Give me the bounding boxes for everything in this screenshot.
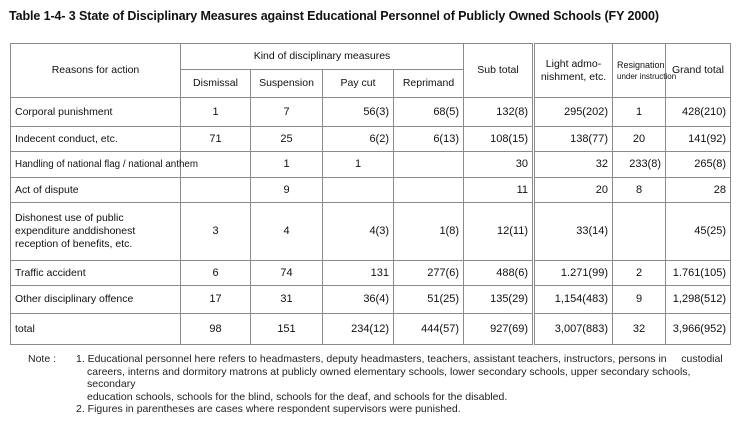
cell-sub-total: 135(29) <box>464 286 534 313</box>
note-line-2: careers, interns and dormitory matrons at publicly owned elementary schools, lower secondary schools, upper secondary schools, secondary <box>87 365 691 391</box>
cell-grand-total: 1.761(105) <box>666 261 731 286</box>
table-title: Table 1-4- 3 State of Disciplinary Measures against Educational Personnel of Publicly Owned Schools (FY 2000) <box>9 9 659 23</box>
header-light-admonishment <box>534 44 613 98</box>
cell-pay-cut: 56(3) <box>323 98 394 127</box>
row-reason: Corporal punishment <box>11 98 181 127</box>
header-reprimand: Reprimand <box>394 70 464 98</box>
header-reasons: Reasons for action <box>11 44 181 98</box>
cell-grand-total: 28 <box>666 177 731 202</box>
cell-grand-total: 265(8) <box>666 152 731 177</box>
cell-resignation: 233(8) <box>613 152 666 177</box>
header-resignation <box>613 44 677 98</box>
cell-sub-total: 108(15) <box>464 127 534 152</box>
table-row <box>11 286 731 313</box>
header-light-line1: Light admo- <box>545 57 602 70</box>
table-row <box>11 152 731 177</box>
header-resign-line2: under instruction <box>617 71 677 81</box>
cell-dismissal <box>181 177 251 202</box>
cell-sub-total: 132(8) <box>464 98 534 127</box>
cell-sub-total: 12(11) <box>464 202 534 261</box>
cell-grand-total: 141(92) <box>666 127 731 152</box>
cell-light: 295(202) <box>534 98 613 127</box>
table-row <box>11 127 731 152</box>
cell-light: 3,007(883) <box>534 313 613 344</box>
cell-reprimand <box>394 152 464 177</box>
cell-pay-cut: 36(4) <box>323 286 394 313</box>
cell-resignation: 32 <box>613 313 666 344</box>
cell-dismissal: 17 <box>181 286 251 313</box>
cell-light: 1.271(99) <box>534 261 613 286</box>
cell-sub-total: 488(6) <box>464 261 534 286</box>
row-reason: Handling of national flag / national anthem <box>11 152 181 177</box>
cell-pay-cut: 6(2) <box>323 127 394 152</box>
row-reason: Indecent conduct, etc. <box>11 127 181 152</box>
header-grand-total: Grand total <box>666 44 731 98</box>
header-suspension: Suspension <box>251 70 323 98</box>
cell-resignation: 9 <box>613 286 666 313</box>
row-reason: Traffic accident <box>11 261 181 286</box>
cell-reprimand: 51(25) <box>394 286 464 313</box>
note-line-4: 2. Figures in parentheses are cases where respondent supervisors were punished. <box>76 403 461 416</box>
disciplinary-measures-table <box>10 43 731 345</box>
cell-sub-total: 11 <box>464 177 534 202</box>
cell-dismissal: 1 <box>181 98 251 127</box>
row-reason: Dishonest use of public expenditure anddishonest reception of benefits, etc. <box>11 202 181 261</box>
cell-resignation: 2 <box>613 261 666 286</box>
cell-reprimand: 6(13) <box>394 127 464 152</box>
cell-suspension: 4 <box>251 202 323 261</box>
cell-pay-cut: 1 <box>323 152 394 177</box>
header-dismissal: Dismissal <box>181 70 251 98</box>
table-row <box>11 98 731 127</box>
cell-suspension: 1 <box>251 152 323 177</box>
cell-suspension: 31 <box>251 286 323 313</box>
table-row <box>11 202 731 261</box>
cell-suspension: 7 <box>251 98 323 127</box>
cell-light: 20 <box>534 177 613 202</box>
cell-pay-cut: 4(3) <box>323 202 394 261</box>
cell-reprimand: 1(8) <box>394 202 464 261</box>
cell-dismissal: 71 <box>181 127 251 152</box>
cell-reprimand: 68(5) <box>394 98 464 127</box>
cell-suspension: 25 <box>251 127 323 152</box>
row-reason: total <box>11 313 181 344</box>
note-line-3: education schools, schools for the blind, schools for the deaf, and schools for the disabled. <box>87 390 508 403</box>
cell-suspension: 74 <box>251 261 323 286</box>
cell-grand-total: 45(25) <box>666 202 731 261</box>
cell-sub-total: 927(69) <box>464 313 534 344</box>
cell-resignation: 1 <box>613 98 666 127</box>
cell-grand-total: 3,966(952) <box>666 313 731 344</box>
cell-grand-total: 428(210) <box>666 98 731 127</box>
table-row <box>11 261 731 286</box>
cell-dismissal: 6 <box>181 261 251 286</box>
cell-reprimand: 444(57) <box>394 313 464 344</box>
cell-light: 1,154(483) <box>534 286 613 313</box>
header-sub-total: Sub total <box>464 44 534 98</box>
header-light-line2: nishment, etc. <box>540 70 607 83</box>
table-note <box>28 353 734 416</box>
header-kind-group: Kind of disciplinary measures <box>181 44 464 70</box>
cell-grand-total: 1,298(512) <box>666 286 731 313</box>
table-row <box>11 177 731 202</box>
note-line-1: 1. Educational personnel here refers to headmasters, deputy headmasters, teachers, assistant teachers, instructors, persons in custodial <box>76 353 723 365</box>
cell-suspension: 151 <box>251 313 323 344</box>
cell-pay-cut: 234(12) <box>323 313 394 344</box>
header-resign-line1: Resignation <box>617 59 665 70</box>
cell-resignation: 8 <box>613 177 666 202</box>
cell-reprimand: 277(6) <box>394 261 464 286</box>
cell-dismissal: 98 <box>181 313 251 344</box>
cell-pay-cut: 131 <box>323 261 394 286</box>
cell-resignation: 20 <box>613 127 666 152</box>
cell-dismissal: 3 <box>181 202 251 261</box>
cell-light: 33(14) <box>534 202 613 261</box>
header-pay-cut: Pay cut <box>323 70 394 98</box>
cell-pay-cut <box>323 177 394 202</box>
cell-light: 138(77) <box>534 127 613 152</box>
cell-sub-total: 30 <box>464 152 534 177</box>
cell-light: 32 <box>534 152 613 177</box>
cell-suspension: 9 <box>251 177 323 202</box>
row-reason: Act of dispute <box>11 177 181 202</box>
row-reason: Other disciplinary offence <box>11 286 181 313</box>
cell-reprimand <box>394 177 464 202</box>
table-row-total <box>11 313 731 344</box>
cell-resignation <box>613 202 666 261</box>
note-label: Note : <box>28 353 57 365</box>
